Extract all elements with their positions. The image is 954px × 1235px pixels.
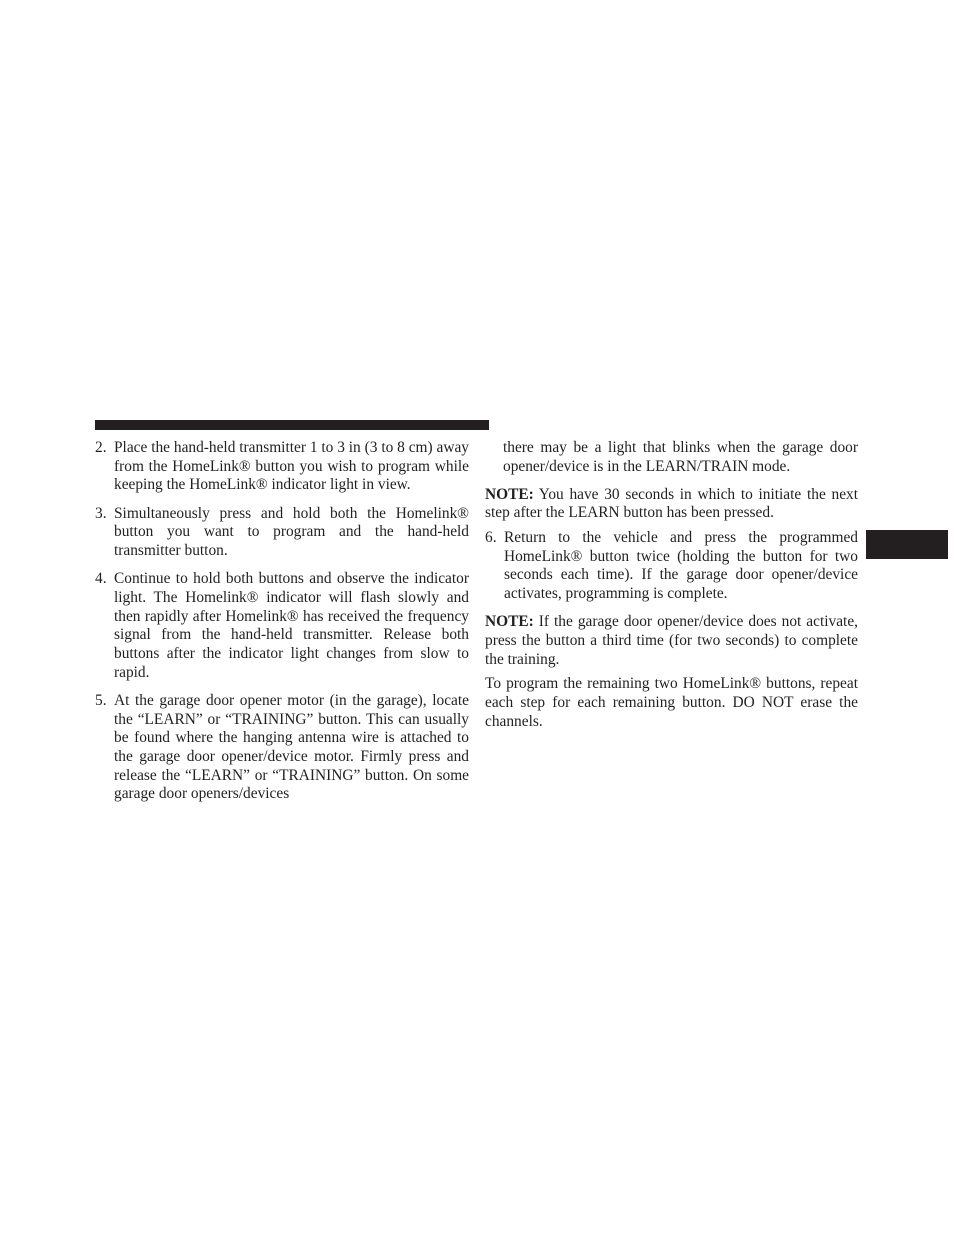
step-number: 2. [95,439,107,456]
step-number: 6. [485,529,497,546]
left-column [95,439,469,814]
right-column [485,439,858,738]
step-5-continuation: there may be a light that blinks when the garage door opener/device is in the LEARN/TRAIN mode. [503,439,858,475]
step-5 [95,692,469,804]
chapter-thumb-tab [866,530,948,559]
step-number: 3. [95,504,107,522]
step-text: Return to the vehicle and press the programmed HomeLink® button twice (holding the button for two seconds each time). If the garage door opener/device activates, programming is complete. [504,529,858,603]
note-text: You have 30 seconds in which to initiate the next step after the LEARN button has been pressed. [485,485,858,522]
step-text: Simultaneously press and hold both the Homelink® button you want to program and the hand-held transmitter button. [114,504,469,560]
step-4 [95,570,469,682]
step-number: 4. [95,570,107,588]
section-header-bar [95,420,489,430]
note-30-seconds [485,486,858,523]
note-label: NOTE: [485,613,534,631]
step-text: At the garage door opener motor (in the garage), locate the “LEARN” or “TRAINING” button. This can usually be found where the hanging antenna wire is attached to the garage door opener/device motor. Firmly press and release the “LEARN” or “TRAINING” button. On some garage door openers/devices [114,691,469,803]
step-3 [95,505,469,561]
step-text: Continue to hold both buttons and observe the indicator light. The Homelink® indicator will flash slowly and then rapidly after Homelink® has received the frequency signal from the hand-held transmitter. Release both buttons after the indicator light changes from slow to rapid. [114,570,469,681]
note-label: NOTE: [485,485,534,503]
step-text: Place the hand-held transmitter 1 to 3 in (3 to 8 cm) away from the HomeLink® button you wish to program while keeping the HomeLink® indicator light in view. [114,439,469,494]
step-number: 5. [95,691,107,709]
note-text: If the garage door opener/device does not activate, press the button a third time (for two seconds) to complete the training. [485,613,858,668]
step-6 [485,529,858,604]
step-2 [95,439,469,495]
note-third-press [485,613,858,669]
final-paragraph: To program the remaining two HomeLink® buttons, repeat each step for each remaining button. DO NOT erase the channels. [485,675,858,730]
